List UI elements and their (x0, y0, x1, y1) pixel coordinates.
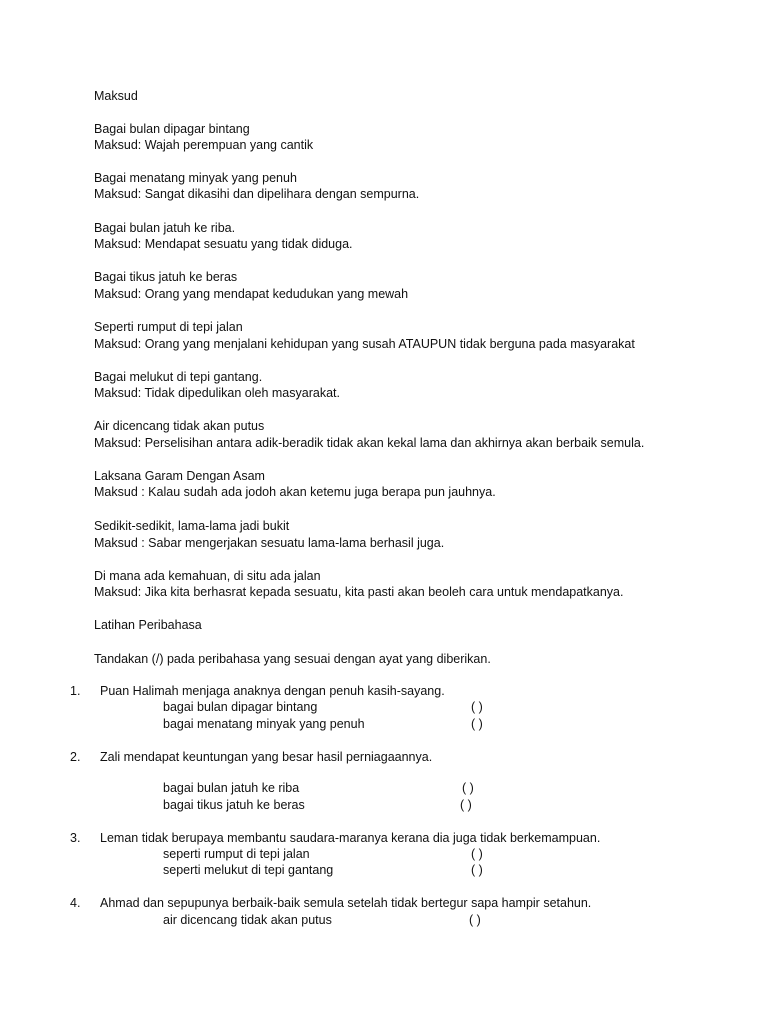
proverb-meaning: Maksud: Wajah perempuan yang cantik (94, 138, 314, 152)
proverb-meaning: Maksud : Kalau sudah ada jodoh akan ketemu juga berapa pun jauhnya. (94, 485, 496, 499)
proverb-meaning: Maksud: Mendapat sesuatu yang tidak diduga. (94, 237, 353, 251)
option-text: seperti melukut di tepi gantang (163, 863, 334, 877)
answer-box[interactable]: ( ) (471, 863, 483, 877)
proverb-phrase: Bagai bulan jatuh ke riba. (94, 221, 236, 235)
proverb-phrase: Air dicencang tidak akan putus (94, 419, 265, 433)
answer-box[interactable]: ( ) (462, 781, 474, 795)
answer-box[interactable]: ( ) (469, 913, 481, 927)
question-number: 1. (70, 684, 81, 698)
question-number: 2. (70, 750, 81, 764)
proverb-phrase: Seperti rumput di tepi jalan (94, 320, 243, 334)
answer-box[interactable]: ( ) (460, 798, 472, 812)
proverb-meaning: Maksud: Orang yang menjalani kehidupan yang susah ATAUPUN tidak berguna pada masyarakat (94, 337, 635, 351)
answer-box[interactable]: ( ) (471, 700, 483, 714)
question-text: Puan Halimah menjaga anaknya dengan penuh kasih-sayang. (100, 684, 445, 698)
option-text: bagai bulan dipagar bintang (163, 700, 318, 714)
page-heading: Maksud (94, 89, 138, 103)
proverb-meaning: Maksud: Jika kita berhasrat kepada sesuatu, kita pasti akan beoleh cara untuk mendapatkanya. (94, 585, 624, 599)
proverb-meaning: Maksud: Orang yang mendapat kedudukan yang mewah (94, 287, 409, 301)
option-text: bagai tikus jatuh ke beras (163, 798, 305, 812)
question-text: Zali mendapat keuntungan yang besar hasil perniagaannya. (100, 750, 433, 764)
proverb-meaning: Maksud: Tidak dipedulikan oleh masyarakat. (94, 386, 340, 400)
exercise-title: Latihan Peribahasa (94, 618, 202, 632)
proverb-phrase: Bagai menatang minyak yang penuh (94, 171, 297, 185)
option-text: seperti rumput di tepi jalan (163, 847, 310, 861)
proverb-phrase: Sedikit-sedikit, lama-lama jadi bukit (94, 519, 290, 533)
question-number: 3. (70, 831, 81, 845)
option-text: bagai bulan jatuh ke riba (163, 781, 300, 795)
proverb-phrase: Bagai tikus jatuh ke beras (94, 270, 238, 284)
proverb-phrase: Bagai melukut di tepi gantang. (94, 370, 263, 384)
question-number: 4. (70, 896, 81, 910)
answer-box[interactable]: ( ) (471, 847, 483, 861)
exercise-instruction: Tandakan (/) pada peribahasa yang sesuai dengan ayat yang diberikan. (94, 652, 491, 666)
option-text: bagai menatang minyak yang penuh (163, 717, 365, 731)
question-text: Ahmad dan sepupunya berbaik-baik semula setelah tidak bertegur sapa hampir setahun. (100, 896, 592, 910)
proverb-meaning: Maksud: Sangat dikasihi dan dipelihara dengan sempurna. (94, 187, 420, 201)
answer-box[interactable]: ( ) (471, 717, 483, 731)
proverb-meaning: Maksud : Sabar mengerjakan sesuatu lama-lama berhasil juga. (94, 536, 445, 550)
proverb-phrase: Laksana Garam Dengan Asam (94, 469, 265, 483)
proverb-phrase: Bagai bulan dipagar bintang (94, 122, 250, 136)
proverb-meaning: Maksud: Perselisihan antara adik-beradik tidak akan kekal lama dan akhirnya akan berbaik semula. (94, 436, 645, 450)
question-text: Leman tidak berupaya membantu saudara-maranya kerana dia juga tidak berkemampuan. (100, 831, 601, 845)
proverb-phrase: Di mana ada kemahuan, di situ ada jalan (94, 569, 321, 583)
option-text: air dicencang tidak akan putus (163, 913, 332, 927)
